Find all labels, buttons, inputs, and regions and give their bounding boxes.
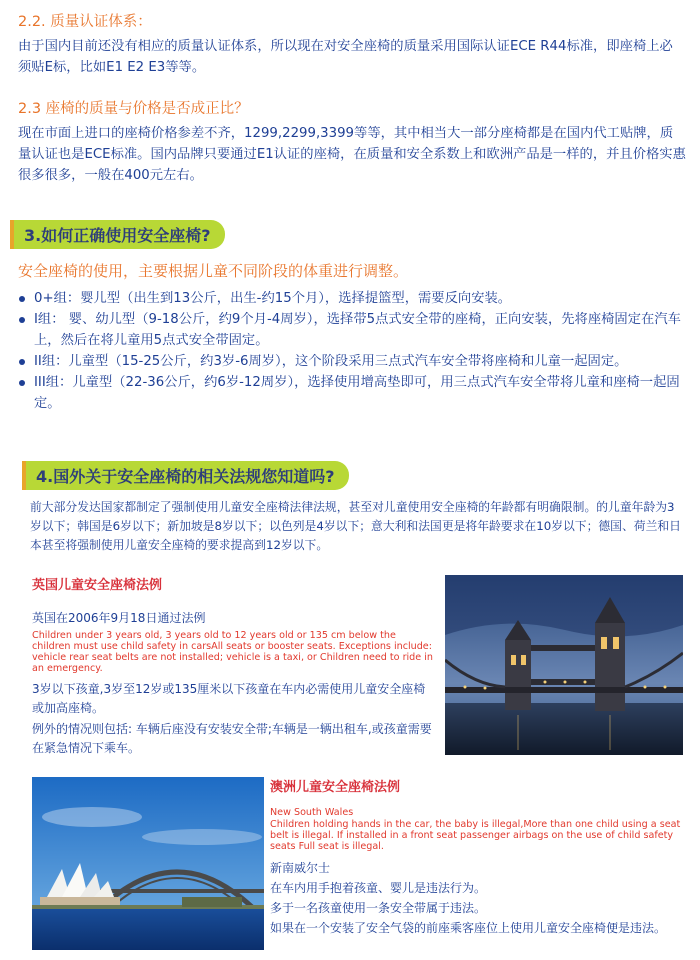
sydney-harbour-icon (32, 777, 264, 950)
au-en-region: New South Wales (270, 807, 354, 818)
bullet-icon (19, 359, 25, 365)
bullet-icon (19, 296, 25, 302)
section-3 (18, 260, 686, 414)
section-2-2 (18, 10, 686, 78)
section-2-2-body: 由于国内目前还没有相应的质量认证体系，所以现在对安全座椅的质量采用国际认证ECE R44标准，即座椅上必须贴E标，比如E1 E2 E3等等。 (18, 39, 673, 75)
uk-cn-text-2: 例外的情况则包括: 车辆后座没有安装安全带;车辆是一辆出租车,或孩童需要在紧急情况下乘车。 (32, 722, 432, 755)
tower-bridge-image (445, 575, 683, 755)
au-cn-region: 新南威尔士 (270, 861, 331, 875)
uk-law-heading: 英国儿童安全座椅法例 (32, 578, 163, 593)
list-item: 0+组：婴儿型（出生到13公斤，出生-约15个月），选择提篮型，需要反向安装。 (18, 288, 686, 309)
tower-bridge-icon (445, 575, 683, 755)
section-4-intro: 前大部分发达国家都制定了强制使用儿童安全座椅法律法规，甚至对儿童使用安全座椅的年龄都有明确限制。的儿童年龄为3岁以下；韩国是6岁以下；新加坡是8岁以下；以色列是4岁以下；意大利和法国更是将年龄要求在10岁以下；德国、荷兰和日本甚至将强制使用儿童安全座椅的要求提高到12岁以下。 (30, 500, 681, 552)
au-cn-text-1: 在车内用手抱着孩童、婴儿是违法行为。 (270, 881, 487, 895)
list-item: I组： 婴、幼儿型（9-18公斤，约9个月-4周岁），选择带5点式安全带的座椅，正向安装，先将座椅固定在汽车上，然后在将儿童用5点式安全带固定。 (18, 309, 686, 351)
au-cn-text-2: 多于一名孩童使用一条安全带属于违法。 (270, 901, 487, 915)
section-2-3-heading: 2.3 座椅的质量与价格是否成正比？ (18, 101, 249, 117)
uk-cn-text-1: 3岁以下孩童,3岁至12岁或135厘米以下孩童在车内必需使用儿童安全座椅或加高座椅。 (32, 682, 426, 715)
section-4 (30, 498, 686, 555)
section-2-2-heading: 2.2. 质量认证体系： (18, 14, 152, 30)
section-4-title: 4.国外关于安全座椅的相关法规您知道吗? (22, 461, 349, 490)
uk-english-text: Children under 3 years old, 3 years old to 12 years old or 135 cm below the children must use child safety in carsAll seats or booster seats. Exceptions include: vehicle rear seat belts are not installed; vehicle is a taxi, or Children need to ride in an emergency. (32, 630, 433, 674)
section-2-3 (18, 97, 686, 186)
sydney-opera-house-image (32, 777, 264, 950)
section-2-3-body: 现在市面上进口的座椅价格参差不齐，1299,2299,3399等等，其中相当大一部分座椅都是在国内代工贴牌，质量认证也是ECE标准。国内品牌只要通过E1认证的座椅，在质量和安全系数上和欧洲产品是一样的，并且价格实惠很多很多，一般在400元左右。 (18, 126, 686, 183)
bullet-icon (19, 317, 25, 323)
bullet-icon (19, 380, 25, 386)
section-3-title: 3.如何正确使用安全座椅? (10, 220, 225, 249)
uk-date-line: 英国在2006年9月18日通过法例 (32, 611, 206, 625)
au-law-heading: 澳洲儿童安全座椅法例 (270, 780, 401, 795)
au-english-text: Children holding hands in the car, the baby is illegal,More than one child using a seat belt is illegal. If installed in a front seat passenger airbags on the use of child safety seats Full seat is illegal. (270, 819, 681, 852)
list-item: II组：儿童型（15-25公斤，约3岁-6周岁），这个阶段采用三点式汽车安全带将座椅和儿童一起固定。 (18, 351, 686, 372)
section-3-list (18, 288, 686, 414)
au-law-block (270, 776, 686, 937)
uk-law-block (32, 574, 437, 758)
list-item: III组：儿童型（22-36公斤，约6岁-12周岁），选择使用增高垫即可，用三点式汽车安全带将儿童和座椅一起固定。 (18, 372, 686, 414)
au-cn-text-3: 如果在一个安装了安全气袋的前座乘客座位上使用儿童安全座椅便是违法。 (270, 921, 667, 935)
section-3-intro: 安全座椅的使用，主要根据儿童不同阶段的体重进行调整。 (18, 262, 409, 280)
